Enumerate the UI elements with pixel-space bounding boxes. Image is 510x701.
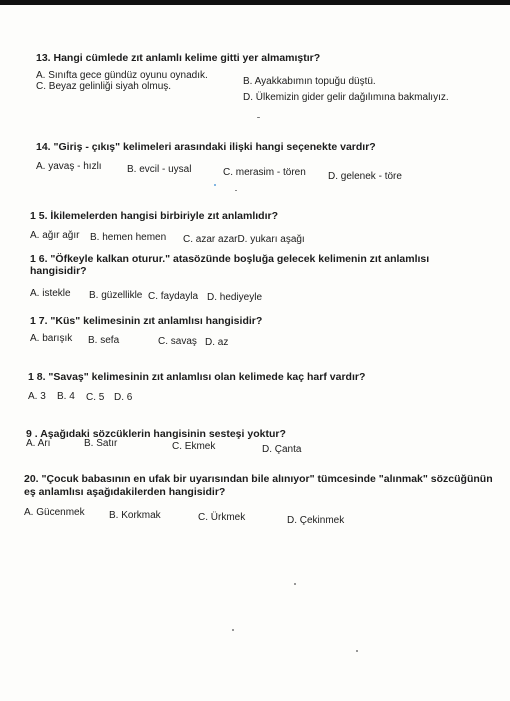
question-19-option-c: C. Ekmek	[172, 441, 216, 452]
question-14-option-b: B. evcil - uysal	[127, 164, 192, 175]
question-16-option-d: D. hediyeyle	[207, 292, 263, 303]
question-19-option-b: B. Satır	[84, 438, 118, 449]
question-13-option-a: A. Sınıfta gece gündüz oyunu oynadık.	[36, 70, 208, 81]
question-18-option-b: B. 4	[57, 391, 75, 402]
question-18-option-c: C. 5	[86, 392, 105, 403]
question-13-option-d: D. Ülkemizin gider gelir dağılımına bakmalıyız.	[243, 92, 449, 103]
scan-speck	[294, 583, 296, 585]
question-15-option-c-d: C. azar azarD. yukarı aşağı	[183, 234, 305, 245]
question-16-line-2: hangisidir?	[30, 265, 87, 277]
question-14-option-a: A. yavaş - hızlı	[36, 161, 102, 172]
question-16-line-1: 1 6. "Öfkeyle kalkan oturur." atasözünde boşluğa gelecek kelimenin zıt anlamlısı	[30, 253, 430, 265]
question-15-option-b: B. hemen hemen	[90, 232, 167, 243]
question-17-option-c: C. savaş	[158, 336, 197, 347]
question-18-option-a: A. 3	[28, 391, 46, 402]
question-18: 1 8. "Savaş" kelimesinin zıt anlamlısı olan kelimede kaç harf vardır?	[28, 371, 366, 383]
question-15: 1 5. İkilemelerden hangisi birbiriyle zıt anlamlıdır?	[30, 210, 278, 222]
question-16-option-a: A. istekle	[30, 288, 71, 299]
question-13-option-c: C. Beyaz gelinliği siyah olmuş.	[36, 81, 172, 92]
scan-top-edge	[0, 0, 510, 5]
question-15-option-a: A. ağır ağır	[30, 230, 80, 241]
question-20-line-2: eş anlamlısı aşağıdakilerden hangisidir?	[24, 486, 226, 498]
question-17: 1 7. "Küs" kelimesinin zıt anlamlısı hangisidir?	[30, 315, 263, 327]
question-20-line-1: 20. "Çocuk babasının en ufak bir uyarısından bile alınıyor" tümcesinde "alınmak" sözcüğünün	[24, 473, 493, 485]
question-17-option-b: B. sefa	[88, 335, 120, 346]
question-19-option-a: A. Arı	[26, 438, 51, 449]
scan-speck	[257, 117, 260, 118]
question-16-option-b: B. güzellikle	[89, 290, 143, 301]
scan-speck	[356, 650, 358, 652]
question-14-option-c: C. merasim - tören	[223, 167, 306, 178]
question-14: 14. "Giriş - çıkış" kelimeleri arasındaki ilişki hangi seçenekte vardır?	[36, 141, 376, 153]
question-19: 9 . Aşağıdaki sözcüklerin hangisinin sesteşi yoktur?	[26, 428, 286, 440]
question-14-option-d: D. gelenek - töre	[328, 171, 402, 182]
question-20-option-a: A. Gücenmek	[24, 507, 85, 518]
scan-speck	[214, 184, 216, 186]
scan-speck	[232, 629, 234, 631]
question-17-option-a: A. barışık	[30, 333, 73, 344]
question-17-option-d: D. az	[205, 337, 229, 348]
question-13: 13. Hangi cümlede zıt anlamlı kelime gitti yer almamıştır?	[36, 52, 321, 64]
question-20-option-b: B. Korkmak	[109, 510, 161, 521]
scan-speck	[235, 190, 237, 191]
question-19-option-d: D. Çanta	[262, 444, 302, 455]
question-18-option-d: D. 6	[114, 392, 133, 403]
question-16-option-c: C. faydayla	[148, 291, 199, 302]
question-20-option-d: D. Çekinmek	[287, 515, 345, 526]
question-20-option-c: C. Ürkmek	[198, 512, 246, 523]
question-13-option-b: B. Ayakkabımın topuğu düştü.	[243, 76, 376, 87]
